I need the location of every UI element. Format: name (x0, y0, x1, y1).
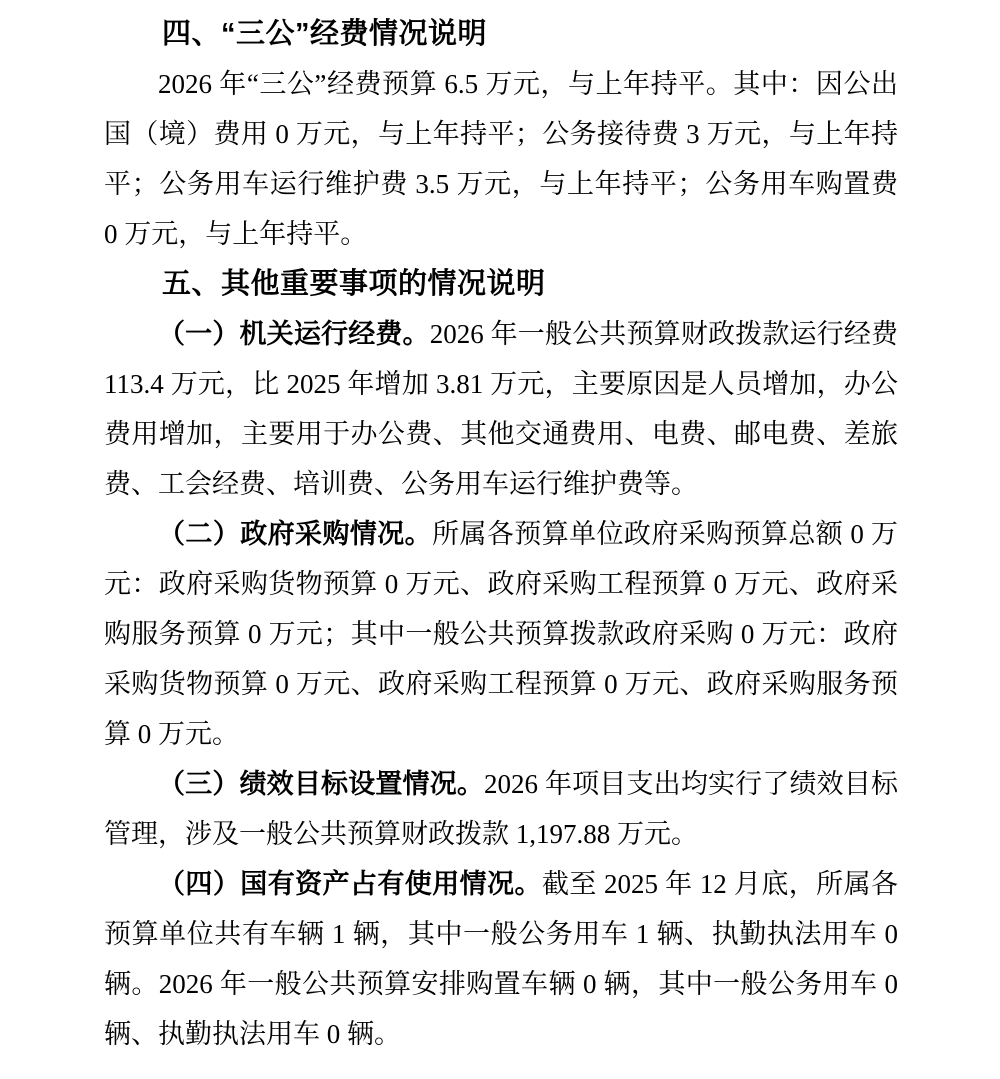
paragraph-text: 2026 年项目支出均实行了绩效目标管理，涉及一般公共预算财政拨款 1,197.88 万元。 (104, 769, 899, 849)
paragraph (104, 309, 898, 509)
paragraph-text: 截至 2025 年 12 月底，所属各预算单位共有车辆 1 辆，其中一般公务用车 1 辆、执勤执法用车 0 辆。2026 年一般公共预算安排购置车辆 0 辆，其中一般公务用车 0 辆、执勤执法用车 0 辆。 (104, 869, 899, 1049)
paragraph-lead-state-owned-assets: （四）国有资产占有使用情况。 (158, 869, 542, 899)
paragraph (104, 759, 898, 859)
paragraph (104, 859, 898, 1059)
section-three-public-expenses (104, 9, 898, 259)
section-heading-three-public-expenses: 四、“三公”经费情况说明 (162, 18, 488, 50)
paragraph-lead-agency-operating-funds: （一）机关运行经费。 (158, 319, 430, 349)
paragraph-text: 2026 年“三公”经费预算 6.5 万元，与上年持平。其中：因公出国（境）费用 0 万元，与上年持平；公务接待费 3 万元，与上年持平；公务用车运行维护费 3.5 万元，与上年持平；公务用车购置费 0 万元，与上年持平。 (104, 69, 898, 249)
paragraph-lead-government-procurement: （二）政府采购情况。 (158, 519, 433, 549)
section-heading-other-important-matters: 五、其他重要事项的情况说明 (162, 268, 546, 300)
paragraph-lead-performance-targets: （三）绩效目标设置情况。 (158, 769, 485, 799)
paragraph-text: 所属各预算单位政府采购预算总额 0 万元：政府采购货物预算 0 万元、政府采购工程预算 0 万元、政府采购服务预算 0 万元；其中一般公共预算拨款政府采购 0 万元：政府采购货物预算 0 万元、政府采购工程预算 0 万元、政府采购服务预算 0 万元。 (104, 519, 899, 749)
section-other-important-matters (104, 259, 898, 1059)
paragraph-text: 2026 年一般公共预算财政拨款运行经费 113.4 万元，比 2025 年增加 3.81 万元，主要原因是人员增加，办公费用增加，主要用于办公费、其他交通费用、电费、邮电费、差旅费、工会经费、培训费、公务用车运行维护费等。 (104, 319, 899, 499)
paragraph (104, 509, 898, 759)
paragraph (104, 59, 898, 259)
